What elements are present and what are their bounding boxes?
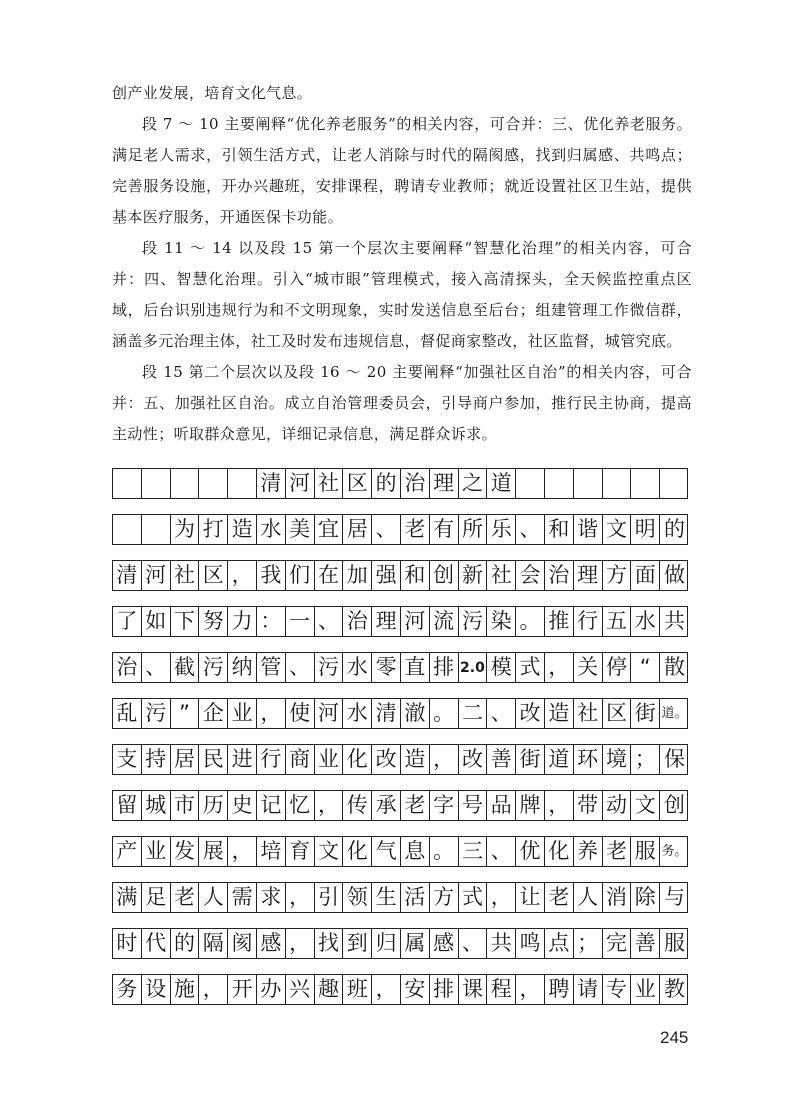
grid-cell: 截	[171, 653, 200, 682]
grid-cell: 人	[199, 883, 228, 912]
grid-cell: 时	[113, 929, 142, 958]
grid-cell: 式	[516, 653, 545, 682]
grid-cell: 文	[631, 791, 660, 820]
grid-cell: 推	[545, 607, 574, 636]
grid-cell: ，	[430, 745, 459, 774]
grid-cell: 养	[574, 837, 603, 866]
grid-cell: 程	[487, 975, 516, 1004]
grid-cell: 之	[459, 469, 488, 498]
paragraph: 段 7 ～ 10 主要阐释“优化养老服务”的相关内容，可合并：三、优化养老服务。满足老人需求，引领生活方式，让老人消除与时代的隔阂感，找到归属感、共鸣点；完善服务设施，开办兴趣班，安排课程，聘请专业教师；就近设置社区卫生站，提供基本医疗服务，开通医保卡功能。	[112, 115, 692, 226]
grid-cell: 支	[113, 745, 142, 774]
grid-cell: 的	[372, 469, 401, 498]
grid-cell: 行	[574, 607, 603, 636]
grid-cell: ，	[199, 975, 228, 1004]
grid-row	[112, 468, 688, 499]
paragraph: 段 15 第二个层次以及段 16 ～ 20 主要阐释“加强社区自治”的相关内容，可合并：五、加强社区自治。成立自治管理委员会，引导商户参加，推行民主协商，提高主动性；听取群众意见，详细记录信息，满足群众诉求。	[112, 363, 692, 443]
grid-cell: 开	[228, 975, 257, 1004]
grid-row	[112, 514, 688, 545]
grid-row	[112, 928, 688, 959]
grid-cell: 水	[343, 699, 372, 728]
grid-cell: 鸣	[516, 929, 545, 958]
grid-cell: 业	[315, 745, 344, 774]
grid-cell: 治	[401, 469, 430, 498]
grid-cell: 河	[401, 607, 430, 636]
grid-cell: 业	[142, 837, 171, 866]
grid-cell: 。	[516, 607, 545, 636]
grid-cell: 共	[664, 609, 686, 633]
grid-cell: 到	[343, 929, 372, 958]
grid-cell: ，	[257, 699, 286, 728]
grid-cell: 三	[459, 837, 488, 866]
grid-cell: 社	[487, 561, 516, 590]
grid-cell: 染	[487, 607, 516, 636]
grid-cell: 道	[545, 745, 574, 774]
grid-cell: 方	[603, 561, 632, 590]
grid-cell: 澈	[401, 699, 430, 728]
grid-cell: 了	[113, 607, 142, 636]
grid-cell: 产	[113, 837, 142, 866]
grid-cell: 忆	[286, 791, 315, 820]
grid-cell: 品	[487, 791, 516, 820]
grid-cell: 、	[487, 699, 516, 728]
grid-cell: 感	[430, 929, 459, 958]
grid-cell	[142, 469, 171, 498]
grid-cell: 、	[516, 515, 545, 544]
grid-cell: 满	[113, 883, 142, 912]
grid-cell: 领	[343, 883, 372, 912]
grid-cell: 有	[430, 515, 459, 544]
grid-cell: 化	[545, 837, 574, 866]
grid-cell: 模	[487, 653, 516, 682]
grid-cell: 共	[487, 929, 516, 958]
grid-cell: 社	[574, 699, 603, 728]
grid-cell: 企	[199, 699, 228, 728]
grid-cell: 与	[664, 885, 686, 909]
grid-cell: 清	[257, 469, 286, 498]
grid-cell: 道	[487, 469, 516, 498]
grid-cell	[199, 469, 228, 498]
grid-cell	[171, 469, 200, 498]
grid-cell: 市	[171, 791, 200, 820]
grid-cell: 关	[574, 653, 603, 682]
grid-cell: 善	[631, 929, 660, 958]
grid-cell: 。	[430, 699, 459, 728]
grid-cell: 社	[171, 561, 200, 590]
grid-cell: 理	[574, 561, 603, 590]
grid-cell: ，	[228, 837, 257, 866]
grid-cell: 污	[199, 653, 228, 682]
grid-cell: 2.0	[459, 653, 488, 682]
grid-cell: ，	[286, 883, 315, 912]
grid-cell: 造	[228, 515, 257, 544]
grid-cell: 人	[574, 883, 603, 912]
grid-cell: 污	[315, 653, 344, 682]
grid-cell: 老	[171, 883, 200, 912]
grid-cell: 需	[228, 883, 257, 912]
grid-cell: 业	[228, 699, 257, 728]
grid-cell	[631, 469, 660, 498]
grid-cell: 道。	[661, 706, 688, 721]
grid-cell: 老	[603, 837, 632, 866]
grid-cell: 趣	[315, 975, 344, 1004]
grid-cell: 气	[372, 837, 401, 866]
grid-cell: 创	[430, 561, 459, 590]
grid-cell: 、	[372, 515, 401, 544]
grid-cell: 努	[199, 607, 228, 636]
grid-cell: 务	[113, 975, 142, 1004]
grid-cell: ；	[631, 745, 660, 774]
grid-cell: 施	[171, 975, 200, 1004]
grid-cell: 服	[631, 837, 660, 866]
grid-cell: 五	[603, 607, 632, 636]
grid-cell: 治	[113, 653, 142, 682]
grid-cell: 班	[343, 975, 372, 1004]
grid-cell: 进	[228, 745, 257, 774]
grid-cell: 找	[315, 929, 344, 958]
grid-cell: 谐	[574, 515, 603, 544]
grid-cell: 带	[574, 791, 603, 820]
paragraph: 创产业发展，培育文化气息。	[112, 84, 313, 102]
grid-cell: 生	[372, 883, 401, 912]
grid-cell: 理	[372, 607, 401, 636]
grid-cell: 河	[142, 561, 171, 590]
paragraph: 段 11 ～ 14 以及段 15 第一个层次主要阐释“智慧化治理”的相关内容，可合并：四、智慧化治理。引入“城市眼”管理模式，接入高清探头，全天候监控重点区域，后台识别违规行为和不文明现象，实时发送信息至后台；组建管理工作微信群，涵盖多元治理主体，社工及时发布违规信息，督促商家整改，社区监督，城管究底。	[112, 239, 692, 350]
grid-cell: 街	[631, 699, 660, 728]
grid-cell: 打	[199, 515, 228, 544]
grid-cell	[228, 469, 257, 498]
grid-cell: 专	[603, 975, 632, 1004]
grid-cell: 环	[574, 745, 603, 774]
grid-row	[112, 698, 688, 729]
grid-cell: 乱	[113, 699, 142, 728]
grid-cell: 、	[487, 837, 516, 866]
page-number: 245	[660, 1028, 689, 1047]
grid-cell: 发	[171, 837, 200, 866]
grid-cell: ，	[315, 791, 344, 820]
grid-cell: 改	[372, 745, 401, 774]
grid-row	[112, 882, 688, 913]
grid-cell: 方	[430, 883, 459, 912]
grid-cell: 求	[257, 883, 286, 912]
grid-cell: 水	[257, 515, 286, 544]
grid-cell: 改	[516, 699, 545, 728]
grid-cell	[142, 515, 171, 544]
grid-cell: 商	[286, 745, 315, 774]
grid-cell: 如	[142, 607, 171, 636]
grid-cell: 力	[228, 607, 257, 636]
grid-cell: 牌	[516, 791, 545, 820]
grid-cell: “	[631, 653, 660, 682]
grid-cell: 引	[315, 883, 344, 912]
grid-cell: 、	[459, 929, 488, 958]
grid-cell: 服	[664, 931, 686, 955]
body-text	[112, 78, 692, 450]
grid-cell: 城	[142, 791, 171, 820]
grid-cell: 课	[459, 975, 488, 1004]
grid-cell: ，	[487, 883, 516, 912]
grid-cell: 持	[142, 745, 171, 774]
grid-cell: 创	[664, 793, 686, 817]
grid-cell: 文	[315, 837, 344, 866]
grid-cell: 清	[113, 561, 142, 590]
grid-cell: 面	[631, 561, 660, 590]
grid-cell: 居	[343, 515, 372, 544]
grid-cell: 会	[516, 561, 545, 590]
grid-cell: 区	[603, 699, 632, 728]
grid-cell: 教	[664, 977, 686, 1001]
grid-cell: 化	[343, 837, 372, 866]
grid-cell: 足	[142, 883, 171, 912]
grid-cell: 们	[286, 561, 315, 590]
grid-cell: ，	[516, 975, 545, 1004]
grid-cell: 承	[372, 791, 401, 820]
grid-cell: 造	[545, 699, 574, 728]
grid-cell: ”	[171, 699, 200, 728]
grid-cell: 强	[372, 561, 401, 590]
grid-cell: 点	[545, 929, 574, 958]
grid-cell: 传	[343, 791, 372, 820]
grid-cell: 管	[257, 653, 286, 682]
grid-cell: 务。	[661, 844, 688, 859]
grid-cell: ：	[257, 607, 286, 636]
grid-cell: 河	[315, 699, 344, 728]
grid-cell	[545, 469, 574, 498]
grid-cell: 和	[545, 515, 574, 544]
grid-cell: 办	[257, 975, 286, 1004]
grid-cell: 善	[487, 745, 516, 774]
grid-cell: 境	[603, 745, 632, 774]
grid-cell: ，	[228, 561, 257, 590]
grid-row	[112, 790, 688, 821]
grid-cell: 历	[199, 791, 228, 820]
grid-cell: 老	[545, 883, 574, 912]
grid-cell: 和	[401, 561, 430, 590]
grid-cell: 兴	[286, 975, 315, 1004]
grid-cell: 隔	[199, 929, 228, 958]
grid-cell: 老	[401, 515, 430, 544]
grid-cell: 纳	[228, 653, 257, 682]
grid-cell: 息	[401, 837, 430, 866]
grid-cell: ，	[545, 653, 574, 682]
grid-cell: 活	[401, 883, 430, 912]
grid-cell: 感	[257, 929, 286, 958]
grid-cell: 育	[286, 837, 315, 866]
grid-cell: 除	[631, 883, 660, 912]
grid-cell: ，	[545, 791, 574, 820]
grid-cell: 污	[459, 607, 488, 636]
grid-cell: 字	[430, 791, 459, 820]
grid-cell: ；	[574, 929, 603, 958]
grid-cell: 加	[343, 561, 372, 590]
grid-cell: 直	[401, 653, 430, 682]
grid-cell: 社	[315, 469, 344, 498]
grid-cell: 治	[545, 561, 574, 590]
grid-cell: 式	[459, 883, 488, 912]
grid-cell: 清	[372, 699, 401, 728]
grid-cell: 、	[286, 653, 315, 682]
grid-cell: 文	[603, 515, 632, 544]
grid-cell: 排	[430, 653, 459, 682]
grid-cell: 设	[142, 975, 171, 1004]
grid-cell: 街	[516, 745, 545, 774]
grid-cell: 为	[171, 515, 200, 544]
grid-cell: 保	[664, 747, 686, 771]
grid-row	[112, 836, 688, 867]
grid-cell: 。	[430, 837, 459, 866]
grid-cell: 水	[631, 607, 660, 636]
grid-cell: 治	[343, 607, 372, 636]
grid-cell: 零	[372, 653, 401, 682]
grid-cell: 留	[113, 791, 142, 820]
grid-cell: 乐	[487, 515, 516, 544]
grid-cell: ，	[372, 975, 401, 1004]
grid-cell: 培	[257, 837, 286, 866]
grid-row	[112, 744, 688, 775]
grid-cell: 明	[631, 515, 660, 544]
grid-cell: 属	[401, 929, 430, 958]
grid-cell: 水	[343, 653, 372, 682]
grid-cell	[603, 469, 632, 498]
grid-row	[112, 974, 688, 1005]
grid-cell: 行	[257, 745, 286, 774]
grid-row	[112, 652, 688, 683]
grid-cell: 归	[372, 929, 401, 958]
grid-cell	[660, 469, 689, 498]
grid-cell: ，	[286, 929, 315, 958]
grid-cell: 请	[574, 975, 603, 1004]
grid-cell: 老	[401, 791, 430, 820]
grid-cell: 美	[286, 515, 315, 544]
grid-cell: 宜	[315, 515, 344, 544]
grid-cell: 造	[401, 745, 430, 774]
grid-cell: 阂	[228, 929, 257, 958]
grid-row	[112, 560, 688, 591]
grid-cell: 使	[286, 699, 315, 728]
grid-cell: 二	[459, 699, 488, 728]
grid-cell	[574, 469, 603, 498]
grid-cell: 、	[142, 653, 171, 682]
grid-cell: 污	[142, 699, 171, 728]
grid-cell: 下	[171, 607, 200, 636]
grid-cell	[516, 469, 545, 498]
grid-cell: 新	[459, 561, 488, 590]
grid-cell: 号	[459, 791, 488, 820]
grid-cell: 做	[664, 563, 686, 587]
grid-cell: 聘	[545, 975, 574, 1004]
grid-cell: 让	[516, 883, 545, 912]
grid-cell	[113, 515, 142, 544]
grid-cell: 记	[257, 791, 286, 820]
grid-cell: 居	[171, 745, 200, 774]
grid-cell: 完	[603, 929, 632, 958]
grid-cell: 代	[142, 929, 171, 958]
grid-cell: 我	[257, 561, 286, 590]
grid-cell: 优	[516, 837, 545, 866]
grid-cell: 民	[199, 745, 228, 774]
grid-cell: 动	[603, 791, 632, 820]
grid-cell: 的	[171, 929, 200, 958]
grid-cell	[113, 469, 142, 498]
grid-cell: 排	[430, 975, 459, 1004]
grid-cell: 安	[401, 975, 430, 1004]
grid-cell: 所	[459, 515, 488, 544]
grid-cell: 消	[603, 883, 632, 912]
grid-cell: 河	[286, 469, 315, 498]
grid-cell: 区	[199, 561, 228, 590]
essay-grid	[112, 468, 688, 1020]
grid-row	[112, 606, 688, 637]
grid-cell: 化	[343, 745, 372, 774]
grid-cell: 理	[430, 469, 459, 498]
grid-cell: 展	[199, 837, 228, 866]
grid-cell: 散	[664, 655, 686, 679]
grid-cell: 的	[664, 517, 686, 541]
grid-cell: 停	[603, 653, 632, 682]
grid-cell: 流	[430, 607, 459, 636]
grid-cell: 、	[315, 607, 344, 636]
grid-cell: 区	[343, 469, 372, 498]
grid-cell: 改	[459, 745, 488, 774]
grid-cell: 业	[631, 975, 660, 1004]
grid-cell: 一	[286, 607, 315, 636]
grid-cell: 史	[228, 791, 257, 820]
grid-cell: 在	[315, 561, 344, 590]
